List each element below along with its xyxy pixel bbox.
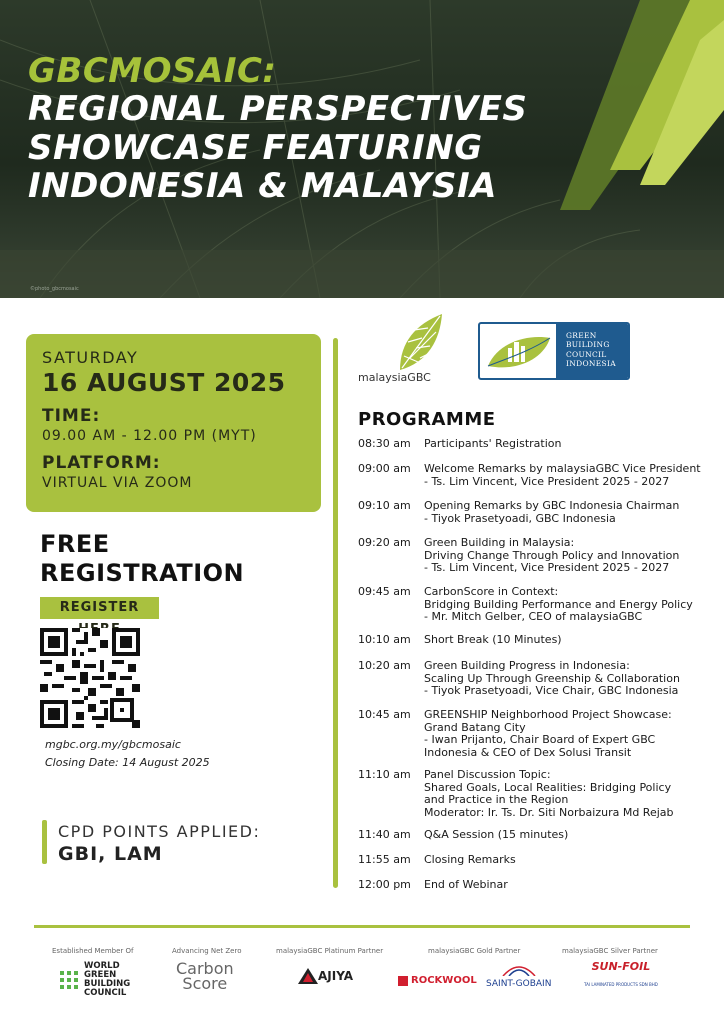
programme-desc: Opening Remarks by GBC Indonesia Chairman - Tiyok Prasetyoadi, GBC Indonesia <box>424 499 680 525</box>
programme-title: PROGRAMME <box>358 409 496 430</box>
footer-caption-platinum: malaysiaGBC Platinum Partner <box>276 947 384 955</box>
footer-caption-gold: malaysiaGBC Gold Partner <box>428 947 521 955</box>
programme-time: 09:45 am <box>358 585 411 598</box>
programme-time: 10:45 am <box>358 708 411 721</box>
wgbc-line4: COUNCIL <box>84 987 127 998</box>
programme-time: 09:00 am <box>358 462 411 475</box>
programme-time: 11:40 am <box>358 828 411 841</box>
programme-row <box>358 500 714 525</box>
event-date: 16 AUGUST 2025 <box>42 368 286 397</box>
footer-caption-netzero: Advancing Net Zero <box>172 947 242 955</box>
rockwool-text: ROCKWOOL <box>411 975 477 986</box>
vertical-divider <box>333 338 338 888</box>
malaysiagbc-logo-text: malaysiaGBC <box>358 371 431 384</box>
rockwool-logo <box>398 975 477 986</box>
programme-desc: CarbonScore in Context: Bridging Building Performance and Energy Policy - Mr. Mitch Gelber, CEO of malaysiaGBC <box>424 585 693 623</box>
time-value: 09.00 AM - 12.00 PM (MYT) <box>42 428 257 444</box>
gbci-line4: INDONESIA <box>566 359 616 369</box>
programme-desc: Closing Remarks <box>424 853 516 866</box>
platform-value: VIRTUAL VIA ZOOM <box>42 475 193 491</box>
closing-date: Closing Date: 14 August 2025 <box>45 756 210 769</box>
hero-banner <box>0 0 724 298</box>
saint-gobain-text: SAINT-GOBAIN <box>486 979 552 989</box>
wgbc-globe-icon <box>58 969 80 991</box>
sunfoil-subtext: TAI LAMINATED PRODUCTS SDN BHD <box>584 982 658 987</box>
platform-label: PLATFORM: <box>42 453 161 473</box>
gbci-line3: COUNCIL <box>566 349 607 359</box>
programme-desc: Green Building Progress in Indonesia: Scaling Up Through Greenship & Collaboration - Tiyok Prasetyoadi, Vice Chair, GBC Indonesia <box>424 659 680 697</box>
programme-time: 09:10 am <box>358 499 411 512</box>
programme-row <box>358 660 714 698</box>
gbci-line2: BUILDING <box>566 340 610 350</box>
wgbc-line1: WORLD <box>84 961 120 971</box>
carbon-line2: Score <box>182 974 228 994</box>
programme-row <box>358 463 714 488</box>
saint-gobain-logo <box>486 962 551 989</box>
ajiya-triangle-icon <box>298 968 318 984</box>
carbonscore-logo <box>176 959 234 994</box>
programme-row <box>358 709 714 759</box>
ajiya-logo <box>298 968 353 984</box>
gbc-indonesia-text <box>566 331 616 369</box>
registration-qr-code[interactable] <box>40 628 140 728</box>
saint-gobain-arch-icon <box>499 962 539 976</box>
programme-desc: GREENSHIP Neighborhood Project Showcase: Grand Batang City - Iwan Prijanto, Chair Board of Expert GBC Indonesia & CEO of Dex Solusi Transit <box>424 708 672 759</box>
hero-title-line2: REGIONAL PERSPECTIVES <box>28 89 528 130</box>
gbc-indonesia-logo <box>478 322 630 380</box>
register-here-button[interactable]: REGISTER <box>40 597 159 619</box>
gbc-indonesia-leaf-icon <box>484 328 554 376</box>
free-line2: REGISTRATION <box>40 559 245 588</box>
cpd-title: CPD POINTS APPLIED: <box>58 822 261 841</box>
programme-time: 09:20 am <box>358 536 411 549</box>
programme-desc: Welcome Remarks by malaysiaGBC Vice President - Ts. Lim Vincent, Vice President 2025 - 2027 <box>424 462 701 488</box>
programme-desc: Q&A Session (15 minutes) <box>424 828 569 841</box>
programme-time: 10:10 am <box>358 633 411 646</box>
programme-desc: Participants' Registration <box>424 437 562 450</box>
programme-row <box>358 537 714 575</box>
programme-desc: Green Building in Malaysia: Driving Change Through Policy and Innovation - Ts. Lim Vincent, Vice President 2025 - 2027 <box>424 536 680 574</box>
hero-title-line1: GBCMOSAIC: <box>28 51 277 91</box>
footer-caption-silver: malaysiaGBC Silver Partner <box>562 947 658 955</box>
carbon-line1: Carbon <box>176 959 234 978</box>
hero-title-line3: SHOWCASE FEATURING <box>28 127 483 168</box>
cpd-value: GBI, LAM <box>58 843 163 865</box>
wgbc-line2: GREEN <box>84 969 117 980</box>
programme-desc: Short Break (10 Minutes) <box>424 633 562 646</box>
programme-time: 11:10 am <box>358 768 411 781</box>
gbci-line1: GREEN <box>566 331 597 340</box>
programme-row <box>358 586 714 624</box>
hero-title <box>28 52 527 206</box>
cpd-accent-bar <box>42 820 47 864</box>
ajiya-text: AJIYA <box>318 969 354 983</box>
programme-time: 08:30 am <box>358 437 411 450</box>
registration-url[interactable]: mgbc.org.my/gbcmosaic <box>45 738 181 751</box>
programme-time: 10:20 am <box>358 659 411 672</box>
programme-time: 12:00 pm <box>358 878 411 891</box>
event-info-card <box>26 334 321 512</box>
wgbc-line3: BUILDING <box>84 978 131 989</box>
wgbc-logo <box>58 962 130 998</box>
sunfoil-logo <box>584 960 658 987</box>
photo-credit: ©photo_gbcmosaic <box>30 286 79 292</box>
programme-desc: End of Webinar <box>424 878 508 891</box>
programme-row <box>358 879 714 892</box>
event-day: SATURDAY <box>42 348 139 367</box>
wgbc-text <box>84 962 130 998</box>
programme-row <box>358 854 714 867</box>
free-line1: FREE <box>40 530 110 558</box>
programme-row <box>358 634 714 647</box>
programme-row <box>358 769 714 819</box>
footer-divider <box>34 925 690 928</box>
hero-title-line4: INDONESIA & MALAYSIA <box>28 166 497 207</box>
programme-row <box>358 829 714 842</box>
programme-desc: Panel Discussion Topic: Shared Goals, Local Realities: Bridging Policy and Practice in the Region Moderator: Ir. Ts. Dr. Siti Norbaizura Md Rejab <box>424 768 674 819</box>
sunfoil-text: SUN-FOIL <box>591 960 651 973</box>
rockwool-mark-icon <box>398 976 408 986</box>
time-label: TIME: <box>42 406 101 426</box>
programme-row <box>358 438 714 451</box>
free-registration-heading <box>40 530 244 589</box>
programme-time: 11:55 am <box>358 853 411 866</box>
footer-caption-established: Established Member Of <box>52 947 134 955</box>
